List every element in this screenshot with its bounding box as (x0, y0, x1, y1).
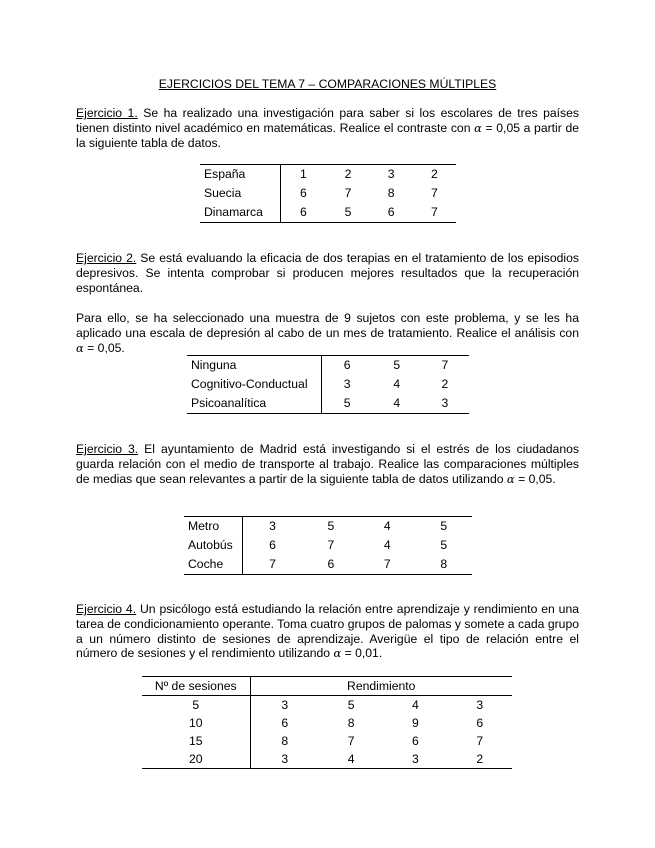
table-cell: 3 (281, 698, 289, 712)
table-cell: 9 (412, 716, 419, 730)
table-cell: 5 (326, 203, 369, 223)
exercise-4-heading: Ejercicio 4. (76, 602, 137, 616)
column-header-sessions: Nº de sesiones (142, 677, 250, 696)
alpha-symbol: α (76, 340, 84, 355)
table-cell: 4 (319, 750, 383, 769)
table-cell: 8 (387, 186, 395, 200)
exercise-3-statement (76, 442, 579, 486)
table-row (200, 184, 456, 203)
exercise-2-statement-2 (76, 311, 579, 355)
exercise-1-statement (76, 106, 579, 150)
row-label: Ninguna (187, 356, 321, 376)
table-cell: 4 (412, 698, 419, 712)
exercise-4-text: Un psicólogo está estudiando la relación entre aprendizaje y rendimiento en una tarea de condicionamiento operante. Toma cuatro grupos de palomas y somete a cada grupo a un número distinto de sesiones de aprendizaje. Averigüe el tipo de relación entre el número de sesiones y el rendimiento utilizando (76, 602, 579, 661)
table-cell: 4 (373, 394, 421, 414)
column-header-performance: Rendimiento (250, 677, 512, 696)
row-label: 20 (142, 750, 250, 769)
table-cell: 8 (347, 716, 355, 730)
table-row (142, 696, 512, 715)
table-cell: 4 (393, 377, 401, 391)
table-row (187, 394, 469, 414)
table-cell: 3 (476, 698, 484, 712)
exercise-2-statement (76, 251, 579, 295)
row-label: Suecia (200, 184, 280, 203)
exercise-3-text-end: = 0,05. (514, 471, 556, 486)
page-title: EJERCICIOS DEL TEMA 7 – COMPARACIONES MÚLTIPLES (158, 77, 497, 91)
alpha-symbol: α (333, 646, 342, 661)
table-row (184, 536, 472, 555)
row-label: Dinamarca (200, 203, 280, 223)
table-cell: 3 (242, 517, 303, 537)
table-cell: 5 (440, 538, 448, 552)
table-cell: 8 (416, 555, 472, 575)
alpha-symbol: α (474, 120, 482, 135)
table-cell: 5 (373, 356, 421, 376)
table-cell: 8 (281, 734, 289, 748)
table-cell: 6 (281, 716, 289, 730)
exercise-2-heading: Ejercicio 2. (76, 251, 137, 265)
table-row (200, 165, 456, 185)
table-cell: 7 (476, 734, 484, 748)
table-header-row (142, 677, 512, 696)
exercise-2-text-2: Para ello, se ha seleccionado una muestra de 9 sujetos con este problema, y se les ha aplicado una escala de depresión al cabo de un mes de tratamiento. Realice el análisis con (76, 311, 579, 340)
table-cell: 7 (421, 356, 469, 376)
table-cell: 6 (476, 716, 484, 730)
table-cell: 5 (347, 698, 355, 712)
table-cell: 3 (421, 394, 469, 414)
table-cell: 3 (383, 750, 447, 769)
table-cell: 6 (303, 555, 359, 575)
table-cell: 2 (448, 750, 512, 769)
exercise-2-table (187, 355, 469, 414)
table-cell: 6 (412, 734, 419, 748)
table-row (184, 555, 472, 575)
table-cell: 3 (370, 165, 413, 185)
table-cell: 6 (370, 203, 413, 223)
exercise-3-heading: Ejercicio 3. (76, 442, 139, 456)
table-cell: 4 (383, 538, 391, 552)
table-cell: 3 (250, 750, 319, 769)
row-label: 10 (142, 714, 250, 732)
row-label: Coche (184, 555, 242, 575)
table-cell: 7 (359, 555, 415, 575)
exercise-3-table (184, 516, 472, 575)
table-cell: 6 (269, 538, 276, 552)
row-label: 5 (142, 696, 250, 715)
table-row (184, 517, 472, 537)
exercise-4-text-end: = 0,01. (341, 646, 383, 661)
table-cell: 7 (347, 734, 355, 748)
row-label: Cognitivo-Conductual (187, 375, 321, 394)
table-cell: 2 (413, 165, 456, 185)
exercise-4-statement (76, 602, 579, 661)
table-cell: 5 (416, 517, 472, 537)
table-cell: 5 (321, 394, 373, 414)
table-row (142, 750, 512, 769)
table-row (187, 356, 469, 376)
row-label: España (200, 165, 280, 185)
table-row (200, 203, 456, 223)
table-cell: 6 (321, 356, 373, 376)
exercise-1-text: Se ha realizado una investigación para saber si los escolares de tres países tienen distinto nivel académico en matemáticas. Realice el contraste con (76, 106, 580, 135)
table-cell: 6 (280, 203, 326, 223)
table-cell: 5 (303, 517, 359, 537)
table-cell: 2 (441, 377, 449, 391)
table-cell: 7 (344, 186, 352, 200)
table-cell: 6 (300, 186, 307, 200)
table-cell: 3 (343, 377, 351, 391)
alpha-symbol: α (506, 471, 515, 486)
table-row (142, 714, 512, 732)
row-label: Psicoanalítica (187, 394, 321, 414)
exercise-1-table (200, 164, 456, 223)
exercise-4-table (142, 676, 512, 769)
table-cell: 2 (326, 165, 369, 185)
table-row (187, 375, 469, 394)
table-row (142, 732, 512, 750)
row-label: Metro (184, 517, 242, 537)
exercise-2-text: Se está evaluando la eficacia de dos terapias en el tratamiento de los episodios depresivos. Se intenta comprobar si producen mejores resultados que la recuperación espontánea. (76, 251, 580, 295)
table-cell: 7 (431, 186, 438, 200)
row-label: 15 (142, 732, 250, 750)
row-label: Autobús (184, 536, 242, 555)
table-cell: 7 (242, 555, 303, 575)
table-cell: 7 (327, 538, 335, 552)
exercise-1-text-end: = 0,05 a partir de la siguiente tabla de datos. (76, 120, 579, 150)
exercise-2-text-2-end: = 0,05. (83, 340, 125, 355)
table-cell: 7 (413, 203, 456, 223)
table-cell: 1 (280, 165, 326, 185)
exercise-1-heading: Ejercicio 1. (76, 106, 138, 120)
exercise-3-text: El ayuntamiento de Madrid está investigando si el estrés de los ciudadanos guarda relación con el medio de transporte al trabajo. Realice las comparaciones múltiples de medias que sean relevantes a partir de la siguiente tabla de datos utilizando (76, 442, 579, 486)
table-cell: 4 (359, 517, 415, 537)
